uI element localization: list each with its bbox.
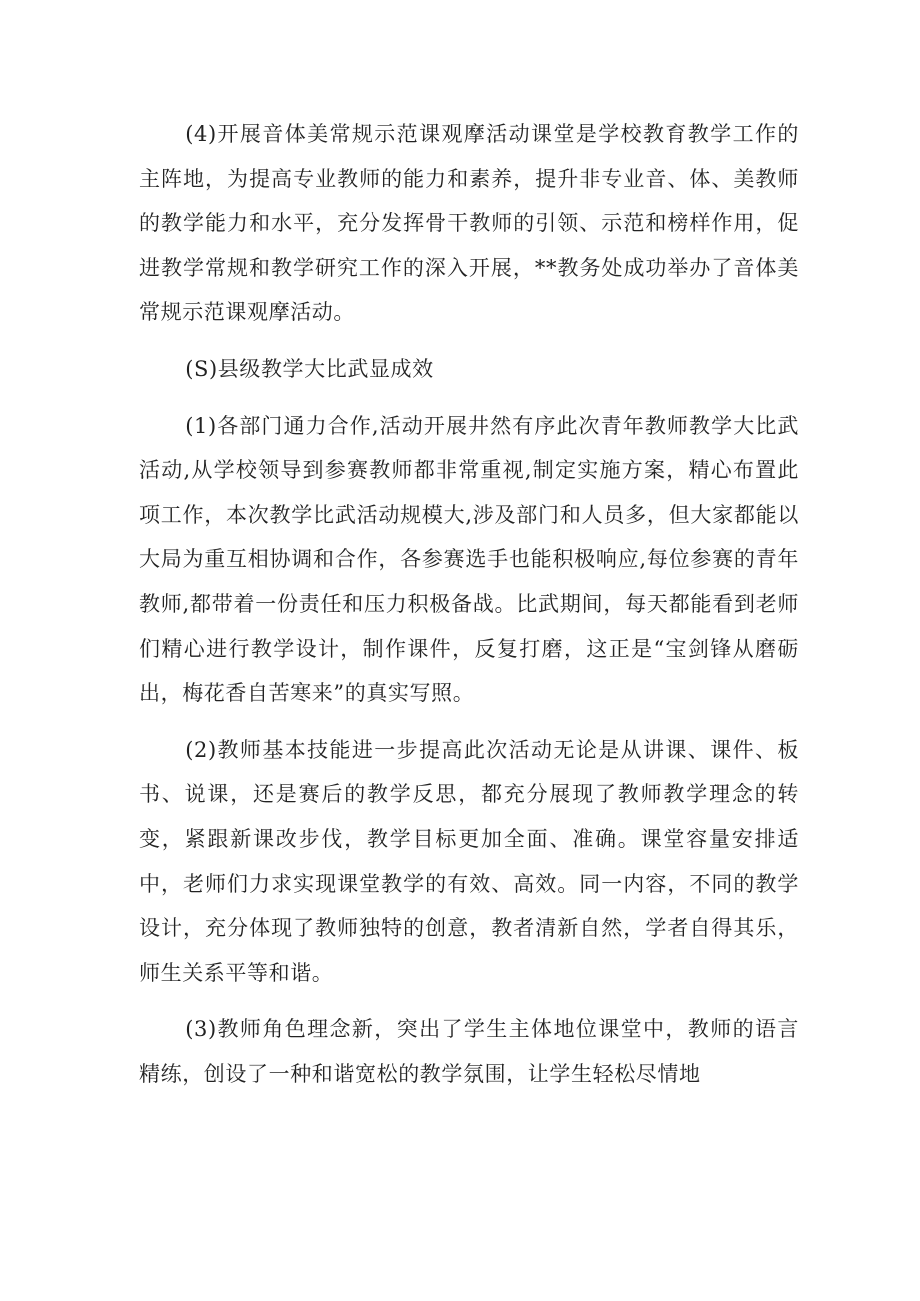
paragraph-2-teacher-skills: (2)教师基本技能进一步提高此次活动无论是从讲课、课件、板书、说课，还是赛后的教学反思，都充分展现了教师教学理念的转变，紧跟新课改步伐，教学目标更加全面、准确。课堂容量安排适中，老师们力求实现课堂教学的有效、高效。同一内容，不同的教学设计，充分体现了教师独特的创意，教者清新自然，学者自得其乐，师生关系平等和谐。 [139, 737, 799, 985]
paragraph-3-teacher-role: (3)教师角色理念新，突出了学生主体地位课堂中，教师的语言精练，创设了一种和谐宽松的教学氛围，让学生轻松尽情地 [139, 1017, 799, 1086]
paragraph-1-department-cooperation: (1)各部门通力合作,活动开展井然有序此次青年教师教学大比武活动,从学校领导到参赛教师都非常重视,制定实施方案，精心布置此项工作，本次教学比武活动规模大,涉及部门和人员多，但大家都能以大局为重互相协调和合作，各参赛选手也能积极响应,每位参赛的青年教师,都带着一份责任和压力积极备战。比武期间，每天都能看到老师们精心进行教学设计，制作课件，反复打磨，这正是“宝剑锋从磨砺出，梅花香自苦寒来”的真实写照。 [139, 413, 799, 706]
section-heading-county-competition: (S)县级教学大比武显成效 [185, 356, 434, 381]
document-body [139, 112, 799, 1108]
paragraph-4-music-art-demo: (4)开展音体美常规示范课观摩活动课堂是学校教育教学工作的主阵地，为提高专业教师的能力和素养，提升非专业音、体、美教师的教学能力和水平，充分发挥骨干教师的引领、示范和榜样作用，促进教学常规和教学研究工作的深入开展，**教务处成功举办了音体美常规示范课观摩活动。 [139, 122, 799, 325]
